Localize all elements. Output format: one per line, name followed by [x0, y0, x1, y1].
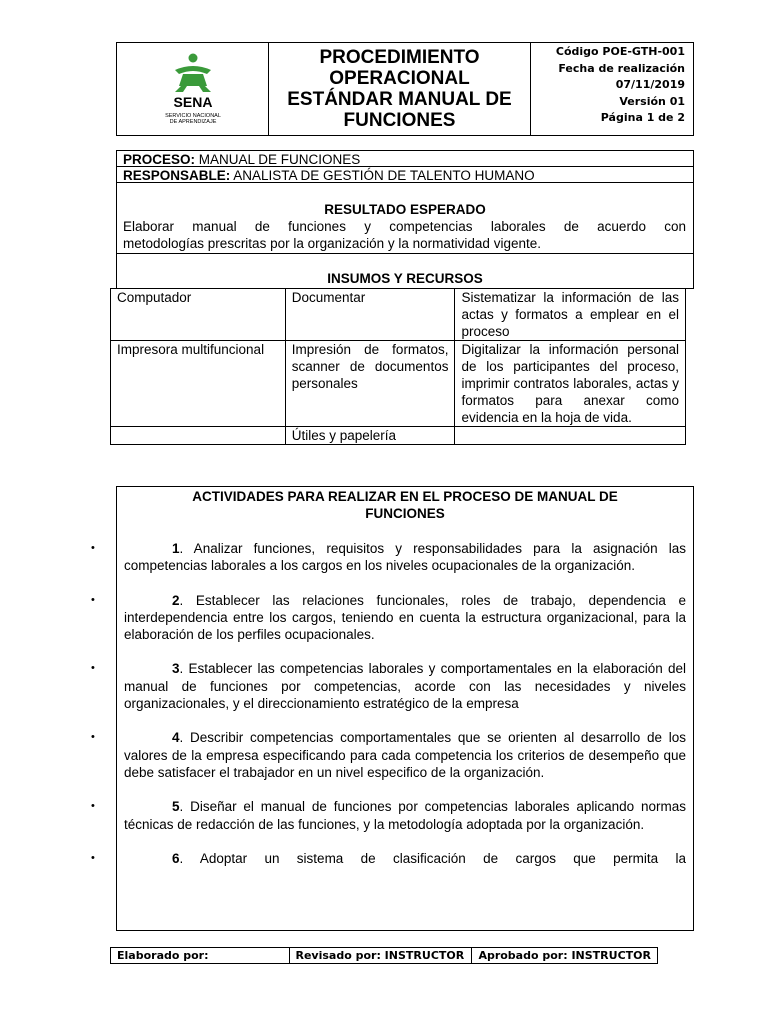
item-text: . Analizar funciones, requisitos y responsabilidades para la asignación las competencias laborales a los cargos en los niveles ocupacionales de la organización. [124, 541, 686, 574]
document-metadata [531, 43, 693, 135]
item-text: . Adoptar un sistema de clasificación de cargos que permita la [179, 850, 686, 866]
resources-table [110, 288, 686, 445]
svg-text:SERVICIO NACIONAL: SERVICIO NACIONAL [165, 113, 221, 119]
expected-result-line: Elaborar manual de funciones y competencias laborales de acuerdo con [123, 219, 686, 234]
title-line: FUNCIONES [343, 110, 456, 131]
item-number: 1 [172, 541, 180, 556]
item-number: 3 [172, 661, 180, 677]
title-line: OPERACIONAL [329, 68, 470, 89]
responsible-row [116, 166, 694, 183]
item-number: 2 [172, 592, 180, 608]
list-item [91, 540, 693, 575]
svg-text:SENA: SENA [173, 94, 213, 110]
item-text: . Establecer las relaciones funcionales, roles de trabajo, dependencia e interdependencia entre los cargos, teniendo en cuenta la estructura organizacional, para la elaboración de los perfiles ocupacionales. [124, 592, 686, 643]
item-text: . Diseñar el manual de funciones por competencias laborales aplicando normas técnicas de redacción de las funciones, y la metodología adoptada por la organización. [124, 799, 686, 832]
expected-result-line: metodologías prescritas por la organización y la normatividad vigente. [123, 236, 541, 251]
title-line: PROCEDIMIENTO [319, 47, 480, 68]
logo-cell [117, 43, 269, 135]
table-cell: Útiles y papelería [285, 427, 455, 445]
sena-logo [117, 43, 269, 135]
table-cell: Digitalizar la información personal de los participantes del proceso, imprimir contratos laborales, actas y formatos para anexar como evidencia en la hoja de vida. [455, 341, 686, 427]
item-text: . Establecer las competencias laborales y comportamentales en la elaboración del manual de funciones por competencias, acorde con las necesidades y niveles organizacionales, y el direccionamiento estratégico de la empresa [124, 661, 686, 712]
inputs-resources-section [116, 253, 694, 289]
bullet: • [91, 731, 95, 744]
inputs-resources-title: INSUMOS Y RECURSOS [327, 271, 483, 286]
process-row [116, 150, 694, 167]
approved-by: Aprobado por: INSTRUCTOR [472, 948, 658, 964]
bullet: • [91, 542, 95, 554]
table-row [111, 341, 686, 427]
version: Versión 01 [619, 94, 685, 108]
table-cell: Computador [111, 289, 286, 341]
responsible-value: ANALISTA DE GESTIÓN DE TALENTO HUMANO [230, 168, 535, 183]
item-text: . Describir competencias comportamentales que se orienten al desarrollo de los valores de la empresa especificando para cada competencia los criterios de desempeño que debe satisfacer el trabajador en un nivel especifico de la organización. [124, 730, 686, 780]
table-cell [455, 427, 686, 445]
list-item [91, 592, 693, 644]
list-item [91, 660, 693, 712]
approval-footer [110, 947, 658, 964]
pagina: Página 1 de 2 [600, 111, 685, 124]
table-cell [111, 427, 286, 445]
svg-text:DE APRENDIZAJE: DE APRENDIZAJE [169, 119, 217, 125]
activities-section [91, 486, 694, 931]
list-item [91, 729, 693, 781]
table-row [111, 948, 658, 964]
responsible-label: RESPONSABLE: [123, 168, 231, 183]
bullet: • [91, 662, 95, 675]
table-row [111, 289, 686, 341]
bullet: • [91, 593, 95, 606]
expected-result-title: RESULTADO ESPERADO [324, 202, 486, 217]
process-value: MANUAL DE FUNCIONES [195, 152, 361, 167]
expected-result-section [116, 182, 694, 254]
document-title [269, 43, 531, 135]
table-cell: Sistematizar la información de las actas y formatos a emplear en el proceso [455, 289, 686, 341]
process-label: PROCESO: [123, 152, 196, 167]
prepared-by: Elaborado por: [111, 948, 290, 964]
item-number: 5 [172, 799, 180, 815]
document-header [116, 42, 694, 136]
item-number: 4 [172, 730, 180, 746]
list-item [91, 798, 693, 833]
item-number: 6 [172, 850, 180, 866]
table-row [111, 427, 686, 445]
table-cell: Documentar [285, 289, 455, 341]
bullet: • [91, 800, 95, 813]
table-cell: Impresora multifuncional [111, 341, 286, 427]
list-item [91, 850, 693, 867]
title-line: ESTÁNDAR MANUAL DE [287, 89, 512, 110]
codigo: Código POE-GTH-001 [555, 45, 685, 58]
fecha: 07/11/2019 [615, 78, 685, 91]
bullet: • [91, 851, 95, 864]
activities-title: ACTIVIDADES PARA REALIZAR EN EL PROCESO DE MANUAL DE FUNCIONES [192, 489, 618, 521]
fecha-label: Fecha de realización [558, 61, 685, 75]
table-cell: Impresión de formatos, scanner de documentos personales [285, 341, 455, 427]
reviewed-by: Revisado por: INSTRUCTOR [289, 948, 472, 964]
